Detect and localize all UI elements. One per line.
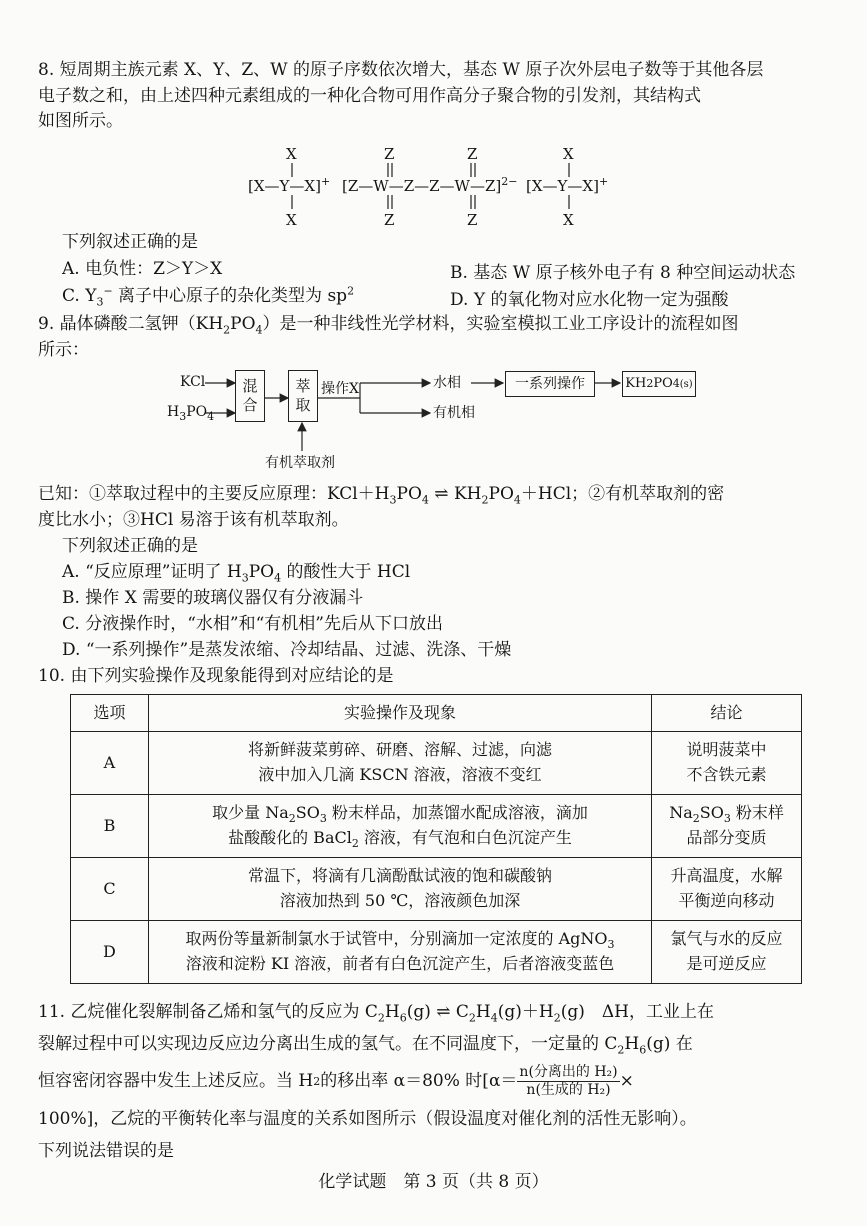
q8-option-a: A. 电负性：Z＞Y＞X xyxy=(62,259,223,279)
removal-rate-fraction: $\frac{\text{n(分离出的 H₂)}}{\text{n(生成的 H₂)}}$ xyxy=(519,1064,618,1099)
header-option: 选项 xyxy=(71,695,149,732)
flow-box-product: KH 2 PO 4 (s) xyxy=(622,371,696,397)
q8-option-b: B. 基态 W 原子核外电子有 8 种空间运动状态 xyxy=(450,263,796,283)
q11-line5: 下列说法错误的是 xyxy=(38,1140,174,1161)
q9-option-b: B. 操作 X 需要的玻璃仪器仅有分液漏斗 xyxy=(62,588,364,608)
flow-box-extract: 萃 取 xyxy=(288,370,318,422)
q11-line2: 裂解过程中可以实现边反应边分离出生成的氢气。在不同温度下，一定量的 $C_2H_6(g)$ 在 xyxy=(38,1034,693,1057)
row-operation: 取少量 $Na_2SO_3$ 粉末样品，加蒸馏水配成溶液，滴加 盐酸酸化的 BaCl$_2$ 溶液，有气泡和白色沉淀产生 xyxy=(148,795,651,858)
atom-x-bottom-right: X xyxy=(563,211,574,229)
row-conclusion: $Na_2SO_3$ 粉末样 品部分变质 xyxy=(652,795,802,858)
q9-known-line2: 度比水小；③HCl 易溶于该有机萃取剂。 xyxy=(38,509,349,530)
q10-title: 10. 由下列实验操作及现象能得到对应结论的是 xyxy=(38,666,394,686)
q8-line2: 电子数之和，由上述四种元素组成的一种化合物可用作高分子聚合物的引发剂，其结构式 xyxy=(38,85,701,106)
row-operation: 取两份等量新制氯水于试管中，分别滴加一定浓度的 AgNO$_3$ 溶液和淀粉 KI 溶液，前者有白色沉淀产生，后者溶液变蓝色 xyxy=(148,921,651,984)
question-9 xyxy=(38,312,828,363)
atom-z-bottom-2: Z xyxy=(467,211,478,229)
process-flowchart xyxy=(167,365,715,475)
row-conclusion: 升高温度，水解 平衡逆向移动 xyxy=(652,858,802,921)
row-conclusion: 氯气与水的反应 是可逆反应 xyxy=(652,921,802,984)
anion: [Z—W—Z—Z—W—Z]$^{2-}$ xyxy=(342,175,518,195)
q9-prompt: 下列叙述正确的是 xyxy=(62,536,198,556)
row-option: C xyxy=(71,858,149,921)
question-8 xyxy=(38,58,828,135)
cation-left: [X—Y—X]+ xyxy=(248,175,331,195)
atom-z-top-2: Z xyxy=(467,145,478,163)
flow-box-series-ops: 一系列操作 xyxy=(505,371,595,397)
q9-option-c: C. 分液操作时，“水相”和“有机相”先后从下口放出 xyxy=(62,614,443,634)
table-row xyxy=(71,858,802,921)
q9-line2: 所示： xyxy=(38,339,89,360)
atom-x-top-right: X xyxy=(563,145,574,163)
page-footer: 化学试题 第 3 页（共 8 页） xyxy=(318,1172,549,1192)
row-operation: 常温下，将滴有几滴酚酞试液的饱和碳酸钠 溶液加热到 50 ℃，溶液颜色加深 xyxy=(148,858,651,921)
q9-known xyxy=(38,482,828,533)
q8-line1: 8. 短周期主族元素 X、Y、Z、W 的原子序数依次增大，基态 W 原子次外层电子数等于其他各层 xyxy=(38,60,764,80)
table-row xyxy=(71,795,802,858)
flow-input-h3po4: $H_3PO_4$ xyxy=(167,404,215,423)
q8-line3: 如图所示。 xyxy=(38,111,123,131)
row-option: A xyxy=(71,732,149,795)
q11-line1: 11. 乙烷催化裂解制备乙烯和氢气的反应为 $C_2H_6(g)$ ⇌ $C_2H_4(g)+H_2(g)$ ΔH，工业上在 xyxy=(38,1002,714,1025)
row-conclusion: 说明菠菜中 不含铁元素 xyxy=(652,732,802,795)
q8-option-d: D. Y 的氧化物对应水化物一定为强酸 xyxy=(450,290,729,310)
q8-option-c: C. $Y_3^-$ 离子中心原子的杂化类型为 $sp^2$ xyxy=(62,284,355,309)
table-row xyxy=(71,921,802,984)
structural-formula xyxy=(248,145,648,230)
q9-option-d: D. “一系列操作”是蒸发浓缩、冷却结晶、过滤、洗涤、干燥 xyxy=(62,640,512,660)
cation-right: [X—Y—X]+ xyxy=(526,175,609,195)
flow-label-operation-x: 操作X xyxy=(321,381,359,397)
q8-prompt: 下列叙述正确的是 xyxy=(62,232,198,252)
atom-x-top-left: X xyxy=(286,145,297,163)
atom-x-bottom-left: X xyxy=(286,211,297,229)
flow-input-kcl: KCl xyxy=(180,374,206,390)
q11-line4: 100%]，乙烷的平衡转化率与温度的关系如图所示（假设温度对催化剂的活性无影响）。 xyxy=(38,1108,697,1129)
q9-option-a: A. “反应原理”证明了 $H_3PO_4$ 的酸性大于 HCl xyxy=(62,562,411,585)
q9-line1: 9. 晶体磷酸二氢钾$(KH_2PO_4)$是一种非线性光学材料，实验室模拟工业工序设计的流程如图 xyxy=(38,314,739,337)
header-operation: 实验操作及现象 xyxy=(148,695,651,732)
flow-label-water-phase: 水相 xyxy=(433,375,461,391)
q10-table xyxy=(70,694,802,984)
atom-z-top-1: Z xyxy=(384,145,395,163)
q11-line3: 恒容密闭容器中发生上述反应。当 H 2 的移出率 α＝80% 时[α＝ $\frac{\text{n(分离出的 H₂)}}{\text{n(生成的 H₂)}}$ × xyxy=(38,1064,634,1099)
flow-label-organic-phase: 有机相 xyxy=(433,405,475,421)
row-option: D xyxy=(71,921,149,984)
table-row xyxy=(71,732,802,795)
atom-z-bottom-1: Z xyxy=(384,211,395,229)
table-header-row xyxy=(71,695,802,732)
header-conclusion: 结论 xyxy=(652,695,802,732)
question-11 xyxy=(38,996,828,1167)
flow-box-mix: 混 合 xyxy=(235,370,265,422)
flow-label-organic-solvent: 有机萃取剂 xyxy=(265,455,335,471)
q9-known-line1: 已知：①萃取过程中的主要反应原理：$KCl+H_3PO_4$ ⇌ $KH_2PO_4+HCl$；②有机萃取剂的密 xyxy=(38,484,725,507)
row-operation: 将新鲜菠菜剪碎、研磨、溶解、过滤，向滤 液中加入几滴 KSCN 溶液，溶液不变红 xyxy=(148,732,651,795)
row-option: B xyxy=(71,795,149,858)
